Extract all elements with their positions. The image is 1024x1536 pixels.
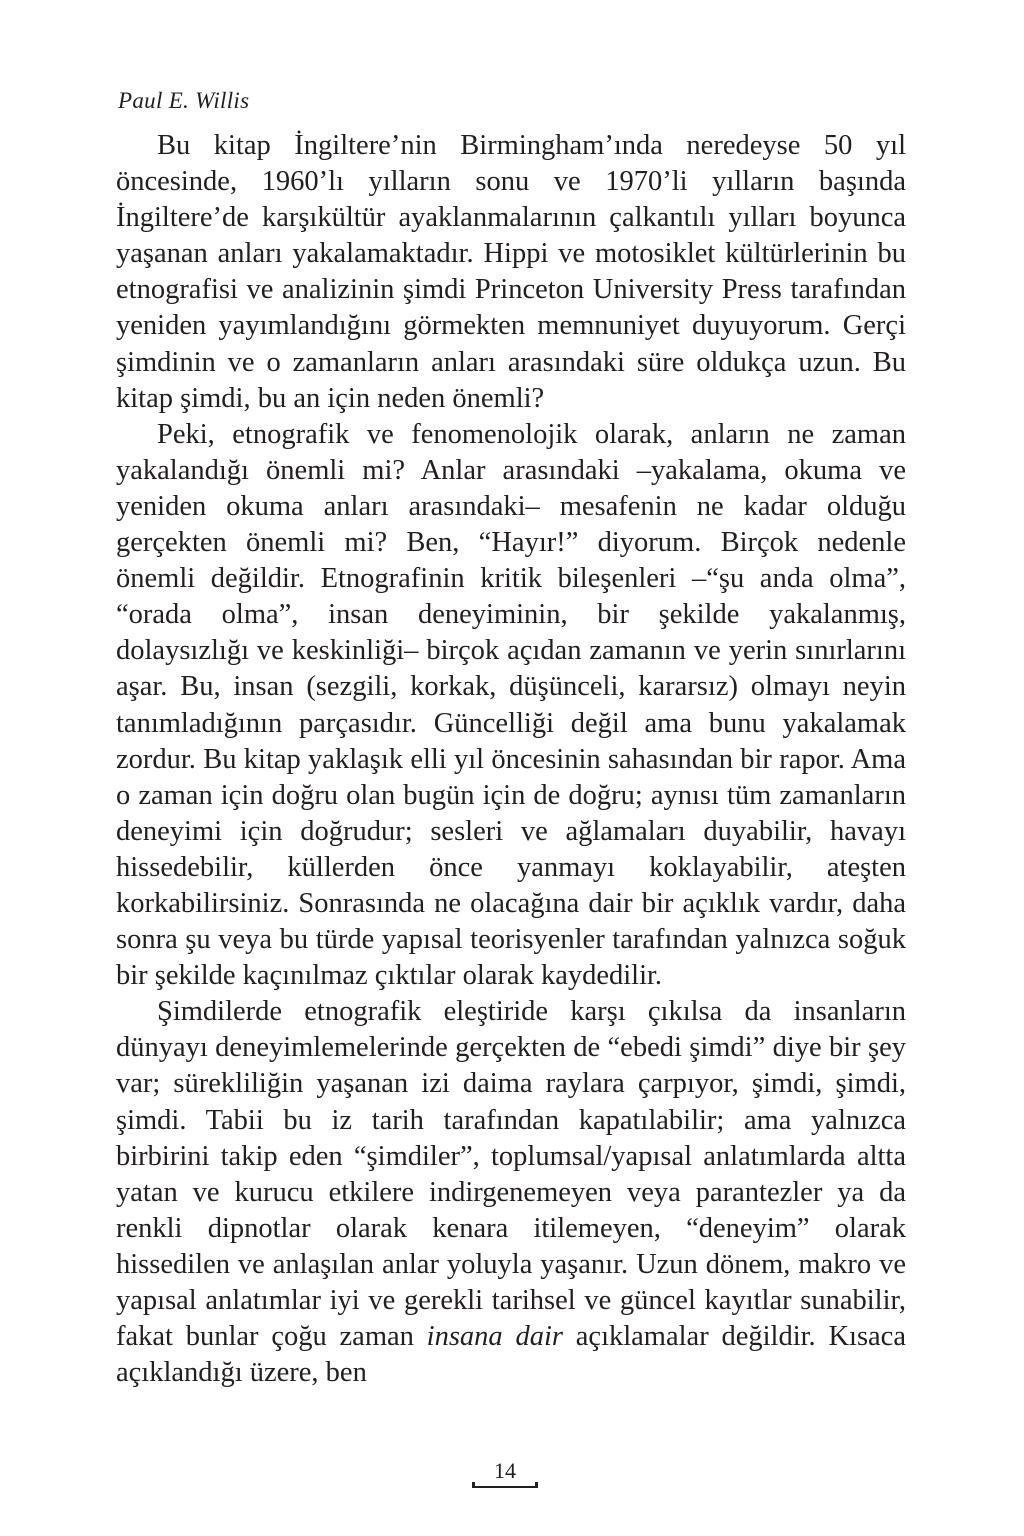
running-head-author: Paul E. Willis [118, 88, 250, 113]
body-text [116, 128, 906, 1391]
paragraph-3-text-start: Şimdilerde etnografik eleştiride karşı çıkılsa da insanların dünyayı deneyimlemelerinde gerçekten de “ebedi şimdi” diye bir şey var; sürekliliğin yaşanan izi daima raylara çarpıyor, şimdi, şimdi, şimdi. Tabii bu iz tarih tarafından kapatılabilir; ama yalnızca birbirini takip eden “şimdiler”, toplumsal/yapısal anlatımlarda altta yatan ve kurucu etkilere indirgenemeyen veya parantezler ya da renkli dipnotlar olarak kenara itilemeyen, “deneyim” olarak hissedilen ve anlaşılan anlar yoluyla yaşanır. Uzun dönem, makro ve yapısal anlatımlar iyi ve gerekli tarihsel ve güncel kayıtlar sunabilir, fakat bunlar çoğu zaman [116, 996, 906, 1353]
page-number-rule [472, 1486, 538, 1488]
paragraph-1: Bu kitap İngiltere’nin Birmingham’ında neredeyse 50 yıl öncesinde, 1960’lı yılların sonu ve 1970’li yılların başında İngiltere’de karşıkültür ayaklanmalarının çalkantılı yılları boyunca yaşanan anları yakalamaktadır. Hippi ve motosiklet kültürlerinin bu etnografisi ve analizinin şimdi Princeton University Press tarafından yeniden yayımlandığını görmekten memnuniyet duyuyorum. Gerçi şimdinin ve o zamanların anları arasındaki süre oldukça uzun. Bu kitap şimdi, bu an için neden önemli? [116, 130, 906, 414]
page-footer [468, 1458, 542, 1488]
paragraph-3-italic-phrase: insana dair [426, 1321, 563, 1353]
paragraph-2: Peki, etnografik ve fenomenolojik olarak, anların ne zaman yakalandığı önemli mi? Anlar arasındaki –yakalama, okuma ve yeniden okuma anları arasındaki– mesafenin ne kadar olduğu gerçekten önemli mi? Ben, “Hayır!” diyorum. Birçok nedenle önemli değildir. Etnografinin kritik bileşenleri –“şu anda olma”, “orada olma”, insan deneyiminin, bir şekilde yakalanmış, dolaysızlığı ve keskinliği– birçok açıdan zamanın ve yerin sınırlarını aşar. Bu, insan (sezgili, korkak, düşünceli, kararsız) olmayı neyin tanımladığının parçasıdır. Güncelliği değil ama bunu yakalamak zordur. Bu kitap yaklaşık elli yıl öncesinin sahasından bir rapor. Ama o zaman için doğru olan bugün için de doğru; aynısı tüm zamanların deneyimi için doğrudur; sesleri ve ağlamaları duyabilir, havayı hissedebilir, küllerden önce yanmayı koklayabilir, ateşten korkabilirsiniz. Sonrasında ne olacağına dair bir açıklık vardır, daha sonra şu veya bu türde yapısal teorisyenler tarafından yalnızca soğuk bir şekilde kaçınılmaz çıktılar olarak kaydedilir. [116, 418, 906, 992]
paragraph-3-text-end: açıklamalar değildir. Kısaca açıklandığı üzere, ben [116, 1321, 906, 1389]
paragraph-3 [116, 994, 906, 1391]
page-number: 14 [494, 1458, 516, 1483]
